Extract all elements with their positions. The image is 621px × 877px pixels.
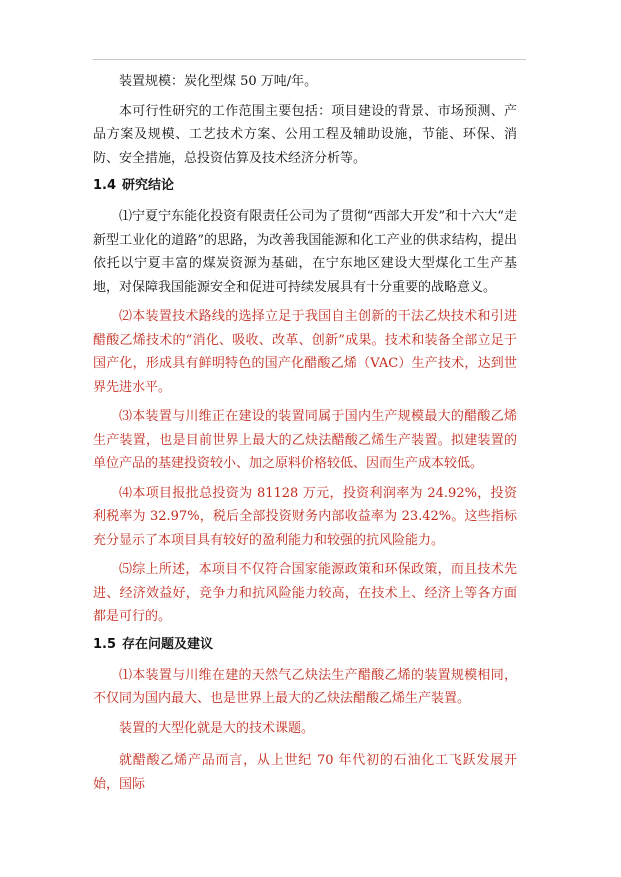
section-heading-issues	[93, 635, 517, 655]
document-body	[93, 70, 517, 802]
section-heading-conclusions	[93, 176, 517, 196]
header-divider	[93, 59, 526, 60]
conclusion-item-5: ⑸综上所述，本项目不仅符合国家能源政策和环保政策，而且技术先进、经济效益好，竞争力和抗风险能力较高，在技术上、经济上等各方面都是可行的。	[93, 562, 517, 624]
paragraph-scale: 装置规模：炭化型煤 50 万吨/年。	[119, 74, 318, 89]
issue-item-3: 就醋酸乙烯产品而言，从上世纪 70 年代初的石油化工飞跃发展开始，国际	[93, 753, 517, 792]
issue-item-2: 装置的大型化就是大的技术课题。	[119, 720, 315, 736]
paragraph-scope: 本可行性研究的工作范围主要包括：项目建设的背景、市场预测、产品方案及规模、工艺技术方案、公用工程及辅助设施，节能、环保、消防、安全措施，总投资估算及技术经济分析等。	[93, 103, 517, 166]
conclusion-item-1: ⑴宁夏宁东能化投资有限责任公司为了贯彻“西部大开发”和十六大“走新型工业化的道路”的思路，为改善我国能源和化工产业的供求结构，提出依托以宁夏丰富的煤炭资源为基础，在宁东地区建设大型煤化工生产基地，对保障我国能源安全和促进可持续发展具有十分重要的战略意义。	[93, 209, 517, 295]
conclusion-item-4: ⑷本项目报批总投资为 81128 万元，投资利润率为 24.92%，投资利税率为 32.97%，税后全部投资财务内部收益率为 23.42%。这些指标充分显示了本项目具有较好的盈利能力和较强的抗风险能力。	[93, 485, 517, 548]
section-number: 1.5	[93, 636, 117, 652]
conclusion-item-3: ⑶本装置与川维正在建设的装置同属于国内生产规模最大的醋酸乙烯生产装置，也是目前世界上最大的乙炔法醋酸乙烯生产装置。拟建装置的单位产品的基建投资较小、加之原料价格较低、因而生产成本较低。	[93, 409, 517, 471]
section-number: 1.4	[93, 178, 117, 193]
conclusion-item-2: ⑵本装置技术路线的选择立足于我国自主创新的干法乙炔技术和引进醋酸乙烯技术的“消化、吸收、改革、创新”成果。技术和装备全部立足于国产化，形成具有鲜明特色的国产化醋酸乙烯（VAC）生产技术，达到世界先进水平。	[93, 309, 517, 395]
issue-item-1: ⑴本装置与川维在建的天然气乙炔法生产醋酸乙烯的装置规模相同，不仅同为国内最大、也是世界上最大的乙炔法醋酸乙烯生产装置。	[93, 667, 517, 706]
section-title: 研究结论	[122, 178, 175, 193]
section-title: 存在问题及建议	[122, 636, 214, 652]
